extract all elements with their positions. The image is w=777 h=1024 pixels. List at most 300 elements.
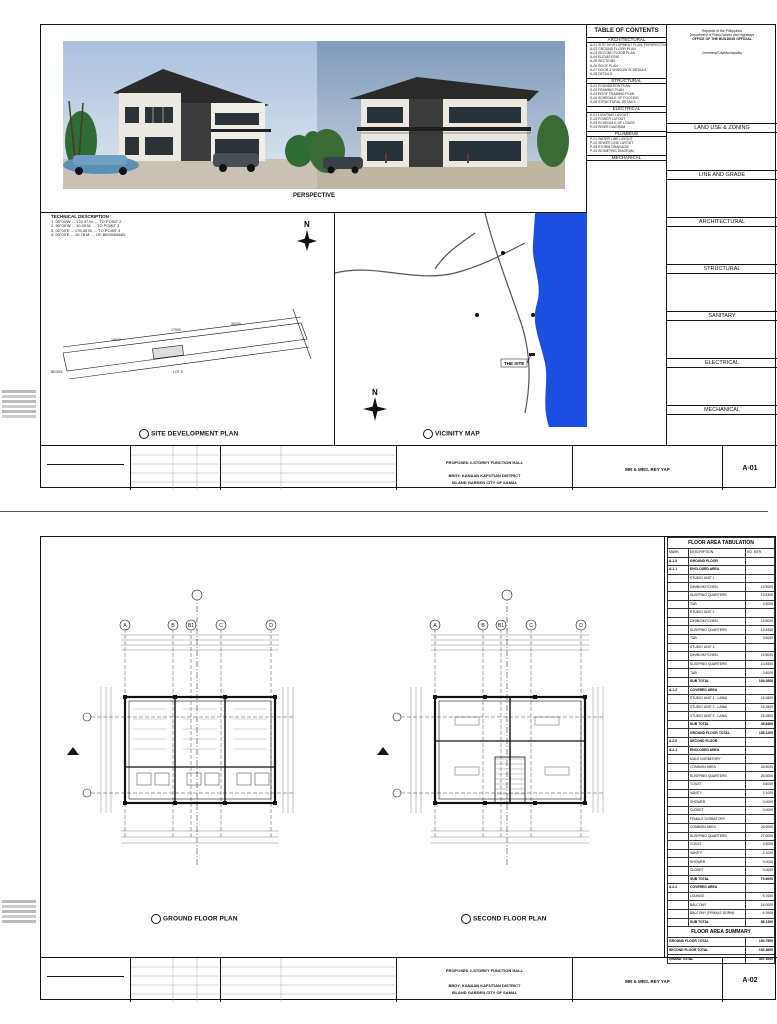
title-block [41, 957, 777, 1001]
fat-description: GROUND FLOOR TOTAL [689, 729, 746, 738]
fat-description: SHOWER [689, 858, 746, 867]
fat-area [746, 574, 775, 583]
fat-description: BALCONY [689, 901, 746, 910]
fat-description: STUDIO UNIT 3 - LANAI [689, 712, 746, 721]
column [433, 801, 437, 805]
toc-row: A-07 DOOR & WINDOW SCHEDULE [590, 67, 647, 72]
fat-summary-title: FLOOR AREA SUMMARY [668, 927, 775, 938]
toc-row: P-02 SEWER LINE LAYOUT [590, 141, 634, 146]
column [123, 695, 127, 699]
table-row [668, 789, 775, 798]
table-row [668, 901, 775, 910]
fat-description: SUB TOTAL [689, 720, 746, 729]
approval-box-label: MECHANICAL [667, 406, 777, 415]
fat-area [746, 815, 775, 824]
table-row [668, 609, 775, 618]
fat-mark [668, 858, 689, 867]
table-row [668, 946, 775, 955]
grid-bubble [393, 713, 401, 721]
toc-row: S-01 FOUNDATION PLAN [590, 83, 631, 88]
fat-description: SECOND FLOOR [689, 738, 746, 747]
table-row [668, 884, 775, 893]
fat-mark [668, 712, 689, 721]
title-block-sheet [723, 958, 777, 1002]
perspective-render-left [63, 41, 317, 189]
title-block [41, 445, 777, 489]
fat-area: 6.3900 [746, 909, 775, 918]
fixture [255, 773, 269, 785]
fat-area: 45.8400 [746, 720, 775, 729]
toc-row: S-02 FRAMING PLAN [590, 88, 624, 93]
svg-text:17000: 17000 [171, 328, 181, 332]
fat-mark [668, 626, 689, 635]
fat-mark [668, 875, 689, 884]
table-row [668, 574, 775, 583]
fat-col-header: SQ. MTR. [746, 549, 775, 558]
svg-text:15000: 15000 [111, 338, 121, 342]
fat-area: 13.8300 [746, 591, 775, 600]
left-margin-note [2, 390, 36, 490]
table-row [668, 875, 775, 884]
fat-mark [668, 609, 689, 618]
fixture [237, 773, 251, 785]
fat-area: 19.5000 [746, 652, 775, 661]
fat-area: 15.2800 [746, 703, 775, 712]
table-row [668, 712, 775, 721]
fat-summary-value: 307.1000 [746, 955, 775, 964]
sheet-number: A-01 [742, 465, 758, 472]
column [433, 695, 437, 699]
fat-area [746, 566, 775, 575]
fat-area [746, 686, 775, 695]
approval-box-label: STRUCTURAL [667, 265, 777, 274]
table-row [668, 617, 775, 626]
fat-mark [668, 763, 689, 772]
toc-section-header: MECHANICAL [587, 155, 666, 161]
fat-area: 3.6000 [746, 781, 775, 790]
column [533, 695, 537, 699]
toc-row: A-05 SECTIONS [590, 59, 616, 64]
column [223, 695, 227, 699]
approval-boxes [667, 123, 777, 452]
exterior-wall [125, 697, 275, 803]
fat-description: BALCONY (FEMALE DORM) [689, 909, 746, 918]
owner-name: MR & MRS. REY YAP [625, 467, 670, 472]
fat-area: 2.1000 [746, 789, 775, 798]
fat-area: 3.6000 [746, 841, 775, 850]
table-row [668, 755, 775, 764]
fat-description: STUDIO UNIT 2 - LANAI [689, 703, 746, 712]
grid-label: A [123, 623, 127, 629]
approval-box [667, 170, 777, 217]
approval-box-label: ARCHITECTURAL [667, 218, 777, 227]
grid-label: D [579, 623, 583, 629]
floor-plans-panel [41, 537, 665, 957]
toc-row: E-03 SCHEDULE OF LOADS [590, 120, 635, 125]
fat-description: STUDIO UNIT 1 - LANAI [689, 695, 746, 704]
fat-mark [668, 652, 689, 661]
column [273, 695, 277, 699]
approvals-header-line: Republic of the Philippines [702, 29, 742, 33]
table-row [668, 591, 775, 600]
vicinity-title [423, 429, 480, 439]
ground-floor-title [151, 914, 238, 924]
fat-area: 3.0000 [746, 798, 775, 807]
fat-mark [668, 591, 689, 600]
approvals-header [667, 25, 777, 55]
table-of-contents [587, 25, 667, 445]
column [173, 695, 177, 699]
fat-mark [668, 909, 689, 918]
fat-mark: A.2.0 [668, 738, 689, 747]
fat-description: VANITY [689, 849, 746, 858]
fat-area [746, 755, 775, 764]
toc-header: TABLE OF CONTENTS [594, 28, 659, 34]
perspective-render-right [317, 41, 565, 189]
toc-row: E-04 RISER DIAGRAM [590, 124, 626, 129]
toc-section-header: ELECTRICAL [587, 106, 666, 112]
fat-mark [668, 755, 689, 764]
fat-area [746, 746, 775, 755]
fat-mark [668, 617, 689, 626]
vicinity-title-text: VICINITY MAP [435, 430, 480, 438]
table-row [668, 866, 775, 875]
vicinity-map-drawing [335, 213, 587, 445]
table-row [668, 703, 775, 712]
fat-mark: A.2.2 [668, 884, 689, 893]
approval-box [667, 123, 777, 170]
table-row [668, 729, 775, 738]
vicinity-map-panel [335, 213, 587, 445]
fat-col-header: DESCRIPTION [689, 549, 746, 558]
fat-description: DINING/KITCHEN [689, 583, 746, 592]
fat-mark [668, 849, 689, 858]
fat-mark [668, 720, 689, 729]
fat-description: GROUND FLOOR [689, 557, 746, 566]
floor-area-tabulation [667, 537, 777, 961]
fat-description: LOUNGE [689, 892, 746, 901]
entry-arrow-icon [377, 747, 389, 755]
table-row [668, 841, 775, 850]
fat-area: 73.6000 [746, 875, 775, 884]
svg-text:N: N [304, 220, 310, 229]
fat-description: CLOSET [689, 866, 746, 875]
column [123, 801, 127, 805]
fixture [545, 767, 569, 775]
page-divider [0, 511, 768, 512]
title-block-owner [573, 958, 723, 1002]
fat-area [746, 884, 775, 893]
table-row [668, 746, 775, 755]
column [223, 801, 227, 805]
fat-mark [668, 866, 689, 875]
fat-description: SUB TOTAL [689, 875, 746, 884]
perspective-panel [41, 25, 587, 213]
fat-mark [668, 677, 689, 686]
table-row [668, 720, 775, 729]
fat-area: 16.0000 [746, 901, 775, 910]
title-block-blank [41, 958, 131, 1002]
fat-description: SLEEPING QUARTERS [689, 626, 746, 635]
fat-description: SLEEPING QUARTERS [689, 772, 746, 781]
fat-description: DINING/KITCHEN [689, 652, 746, 661]
fat-area: 27.0000 [746, 832, 775, 841]
fat-mark [668, 824, 689, 833]
title-marker-icon [423, 429, 433, 439]
svg-text:BEGIN: BEGIN [51, 370, 62, 374]
fat-description: ENCLOSED AREA [689, 746, 746, 755]
grid-label: D [269, 623, 273, 629]
fat-description: COVERED AREA [689, 686, 746, 695]
svg-text:LOT 5: LOT 5 [173, 370, 183, 374]
fat-description: SUB TOTAL [689, 918, 746, 927]
table-row [668, 815, 775, 824]
table-row [668, 938, 775, 947]
fat-description: SLEEPING QUARTERS [689, 832, 746, 841]
column [173, 801, 177, 805]
table-row [668, 832, 775, 841]
fat-mark [668, 789, 689, 798]
north-arrow-icon [363, 388, 387, 421]
column [273, 801, 277, 805]
section-bubble [502, 590, 512, 600]
fat-description: SLEEPING QUARTERS [689, 591, 746, 600]
grid-bubble [83, 789, 91, 797]
fat-mark [668, 583, 689, 592]
title-block-grid-2 [221, 446, 397, 490]
fixture [205, 773, 219, 785]
fat-area: 3.6000 [746, 600, 775, 609]
title-block-sheet [723, 446, 777, 490]
toc-row: S-04 SCHEDULE OF FOOTING [590, 96, 639, 101]
toc-row: A-01 SITE DEVELOPMENT PLAN, PERSPECTIVE [590, 43, 668, 48]
entry-arrow-icon [67, 747, 79, 755]
fat-description: CLOSET [689, 806, 746, 815]
fat-area: 26.5000 [746, 772, 775, 781]
project-location-1: BRGY. KANAAN KAPUTIAN DISTRICT [448, 473, 521, 478]
toc-row: A-06 ROOF PLAN [590, 63, 618, 68]
grid-bubble [393, 789, 401, 797]
fat-mark: A.2.1 [668, 746, 689, 755]
approval-box [667, 311, 777, 358]
fat-summary-value: 154.7500 [746, 938, 775, 947]
grid-label: B1 [187, 623, 195, 629]
sheet-a02 [40, 536, 776, 1000]
fat-description: SUB TOTAL [689, 677, 746, 686]
fat-mark [668, 798, 689, 807]
table-row [668, 849, 775, 858]
site-plan-title-text: SITE DEVELOPMENT PLAN [151, 430, 239, 438]
site-plan-title [139, 429, 238, 439]
project-title: PROPOSED 2-STOREY FUNCTION HALL [445, 968, 524, 973]
fat-description: T&B [689, 600, 746, 609]
table-row [668, 858, 775, 867]
technical-description-title: TECHNICAL DESCRIPTION : [51, 214, 112, 219]
fat-mark: A.1.0 [668, 557, 689, 566]
fat-area: 3.0000 [746, 866, 775, 875]
fat-description: VANITY [689, 789, 746, 798]
approvals-header-line: Department of Public Works and Highways [689, 33, 755, 37]
fat-area [746, 643, 775, 652]
fat-mark [668, 600, 689, 609]
interior-wall [129, 701, 271, 799]
floor-plans-drawing [41, 537, 665, 957]
fat-description: T&B [689, 634, 746, 643]
table-row [668, 738, 775, 747]
approvals-column [667, 25, 777, 445]
approval-box [667, 358, 777, 405]
table-row [668, 927, 775, 938]
table-row [668, 918, 775, 927]
toc-row: P-04 ISOMETRIC DIAGRAM [590, 149, 634, 154]
table-row [668, 892, 775, 901]
sheet-number: A-02 [742, 977, 758, 984]
fat-mark [668, 695, 689, 704]
fat-area: 26.5000 [746, 763, 775, 772]
grid-label: B1 [497, 623, 505, 629]
fat-mark [668, 841, 689, 850]
grid-label: B [481, 623, 485, 629]
approvals-header-line: OFFICE OF THE BUILDING OFFICIAL [692, 37, 752, 41]
table-row [668, 772, 775, 781]
column [483, 801, 487, 805]
fat-area: 13.8300 [746, 660, 775, 669]
project-location-2: ISLAND GARDEN CITY OF SAMAL [451, 990, 518, 995]
fat-mark [668, 669, 689, 678]
fixture [535, 717, 559, 725]
grid-label: A [433, 623, 437, 629]
section-bubble [192, 590, 202, 600]
svg-text:N: N [372, 388, 378, 397]
fat-description: T&B [689, 669, 746, 678]
toc-row: A-02 GROUND FLOOR PLAN [590, 47, 636, 52]
title-block-blank [41, 446, 131, 490]
table-row [668, 781, 775, 790]
fat-description: ENCLOSED AREA [689, 566, 746, 575]
fat-mark [668, 634, 689, 643]
toc-section-header: ARCHITECTURAL [587, 37, 666, 43]
fat-mark [668, 703, 689, 712]
fat-description: STUDIO UNIT 2 [689, 609, 746, 618]
table-row [668, 634, 775, 643]
fat-area: 3.0000 [746, 858, 775, 867]
toc-row: P-03 STORM DRAINAGE [590, 145, 629, 150]
title-block-grid [131, 446, 221, 490]
column [583, 801, 587, 805]
table-row [668, 626, 775, 635]
table-row [668, 566, 775, 575]
site-plan-drawing [41, 213, 335, 445]
fat-area: 155.1200 [746, 729, 775, 738]
fat-mark [668, 815, 689, 824]
svg-text:30000: 30000 [231, 322, 241, 326]
fat-mark [668, 643, 689, 652]
fat-area [746, 738, 775, 747]
title-block-grid [131, 958, 221, 1002]
fixture [455, 767, 479, 775]
grid-label: C [529, 623, 533, 629]
grid-label: B [171, 623, 175, 629]
table-row [668, 583, 775, 592]
fat-description: COVERED AREA [689, 884, 746, 893]
table-row [668, 600, 775, 609]
toc-section-header: STRUCTURAL [587, 78, 666, 84]
title-block-project [397, 446, 573, 490]
table-row [668, 909, 775, 918]
fat-area: 3.6000 [746, 669, 775, 678]
fixture [455, 717, 479, 725]
fixture [187, 773, 201, 785]
approval-box-label: LINE AND GRADE [667, 171, 777, 180]
left-margin-note-2 [2, 900, 36, 1000]
table-row [668, 660, 775, 669]
fat-mark [668, 901, 689, 910]
toc-row: A-03 SECOND FLOOR PLAN [590, 51, 636, 56]
tech-line: 3. 00°00'E ... 176.30 M. ... TO POINT 4 [51, 227, 121, 233]
project-title: PROPOSED 2-STOREY FUNCTION HALL [445, 460, 524, 465]
title-block-owner [573, 446, 723, 490]
fat-description: TOILET [689, 781, 746, 790]
toc-row: P-01 WATER LINE LAYOUT [590, 136, 633, 141]
title-marker-icon [139, 429, 149, 439]
table-row [668, 695, 775, 704]
tech-line: 2. 89°00'W ... 10.00 M. ... TO POINT 3 [51, 223, 120, 228]
table-row [668, 643, 775, 652]
toc-section-header: PLUMBING [587, 131, 666, 137]
title-marker-icon [461, 914, 471, 924]
table-row [668, 652, 775, 661]
fat-description: STUDIO UNIT 3 [689, 643, 746, 652]
perspective-label: PERSPECTIVE [292, 193, 335, 199]
title-marker-icon [151, 914, 161, 924]
fat-mark: A.1.1 [668, 566, 689, 575]
the-site-label: THE SITE [504, 361, 525, 366]
project-location-2: ISLAND GARDEN CITY OF SAMAL [451, 480, 518, 485]
fat-mark [668, 806, 689, 815]
table-row [668, 763, 775, 772]
fat-area [746, 609, 775, 618]
fat-area: 3.0000 [746, 806, 775, 815]
column [483, 695, 487, 699]
fat-mark [668, 574, 689, 583]
table-row [668, 669, 775, 678]
fixture [137, 773, 151, 785]
site-development-panel [41, 213, 335, 445]
ground-floor-title-text: GROUND FLOOR PLAN [163, 915, 238, 923]
fat-area: 19.5000 [746, 583, 775, 592]
table-row [668, 557, 775, 566]
fat-area: 15.2800 [746, 712, 775, 721]
fat-mark [668, 832, 689, 841]
approval-box-label: ELECTRICAL [667, 359, 777, 368]
column [533, 801, 537, 805]
fat-area: 2.1000 [746, 849, 775, 858]
fat-body [668, 557, 775, 963]
table-row [668, 824, 775, 833]
fat-summary-label: GRAND TOTAL [668, 955, 746, 964]
fat-description: FEMALE DORMITORY [689, 815, 746, 824]
north-arrow-icon [297, 220, 317, 251]
fat-description: SHOWER [689, 798, 746, 807]
column [583, 695, 587, 699]
approvals-sub: Cemetery/City/Municipality [701, 51, 743, 55]
fat-description: STUDIO UNIT 1 [689, 574, 746, 583]
toc-row: S-03 ROOF FRAMING PLAN [590, 92, 635, 97]
toc-row: A-04 ELEVATIONS [590, 55, 619, 60]
fat-area: 3.6000 [746, 634, 775, 643]
fat-description: TOILET [689, 841, 746, 850]
fat-mark [668, 781, 689, 790]
